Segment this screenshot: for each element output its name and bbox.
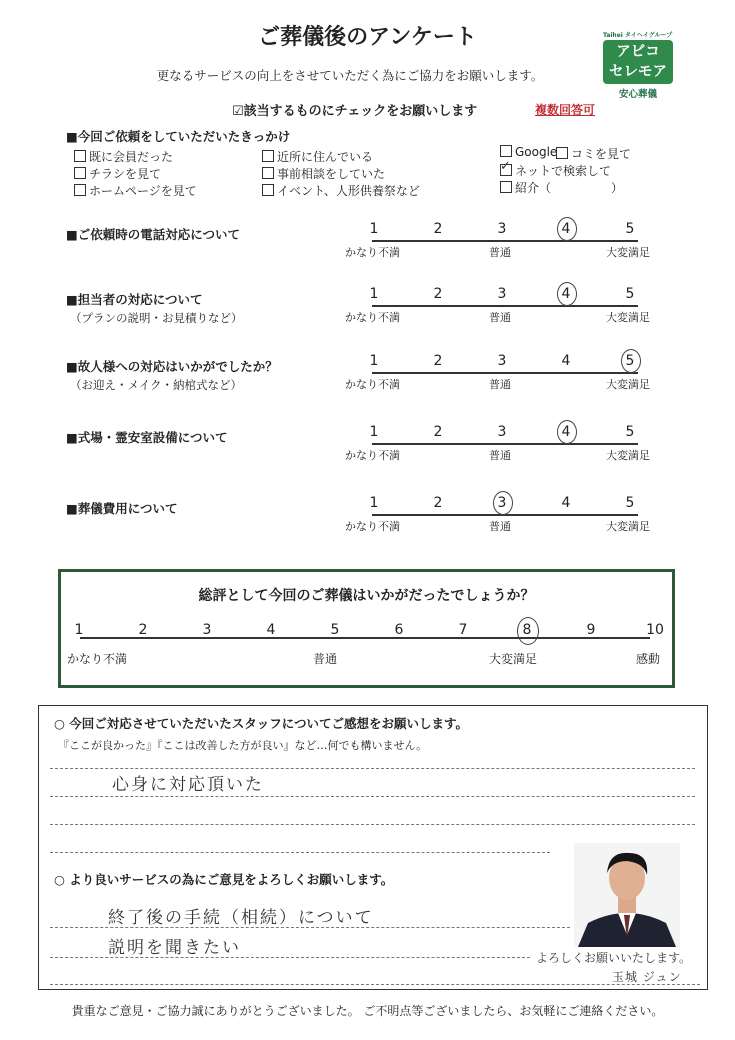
scale-label-low: かなり不満 — [345, 246, 400, 259]
scale-label-low: かなり不満 — [345, 378, 400, 391]
answer-line — [50, 824, 695, 825]
handwritten-answer-2-line-2[interactable]: 説明を聞きたい — [108, 938, 241, 958]
group-logo-text: Taihei タイヘイグループ — [603, 32, 673, 39]
overall-option-1[interactable]: 1 — [74, 622, 84, 638]
rating-question-heading: ■担当者の対応について — [66, 292, 203, 307]
selected-circle-icon — [621, 349, 641, 373]
checkbox-icon[interactable] — [500, 145, 512, 157]
checkbox-icon[interactable] — [74, 167, 86, 179]
selected-circle-icon — [557, 282, 577, 306]
staff-name: 玉城 ジュン — [612, 970, 682, 984]
overall-label-high: 大変満足 — [489, 652, 538, 666]
checkbox-icon[interactable] — [262, 150, 274, 162]
checkbox-icon[interactable] — [556, 147, 568, 159]
selected-circle-icon — [493, 491, 513, 515]
reason-heading: ■今回ご依頼をしていただいたきっかけ — [66, 129, 291, 144]
overall-option-10[interactable]: 10 — [646, 622, 664, 638]
scale-label-low: かなり不満 — [345, 311, 400, 324]
selected-circle-icon — [557, 217, 577, 241]
scale-label-mid: 普通 — [489, 246, 511, 259]
handwritten-answer-2-line-1[interactable]: 終了後の手続（相続）について — [108, 908, 374, 928]
scale-label-mid: 普通 — [489, 520, 511, 533]
scale-label-mid: 普通 — [489, 449, 511, 462]
scale-label-mid: 普通 — [489, 311, 511, 324]
scale-line — [372, 443, 638, 445]
scale-label-low: かなり不満 — [345, 520, 400, 533]
rating-option-3[interactable]: 3 — [497, 353, 507, 369]
overall-option-3[interactable]: 3 — [202, 622, 212, 638]
overall-option-2[interactable]: 2 — [138, 622, 148, 638]
scale-label-low: かなり不満 — [345, 449, 400, 462]
overall-label-top: 感動 — [636, 652, 661, 666]
logo-subtitle: 安心葬儀 — [618, 89, 657, 100]
rating-option-4[interactable]: 4 — [561, 424, 571, 440]
overall-option-7[interactable]: 7 — [458, 622, 468, 638]
rating-option-5[interactable]: 5 — [625, 286, 635, 302]
rating-question-sub: （プランの説明・お見積りなど） — [70, 311, 243, 325]
company-logo — [603, 40, 673, 84]
reason-option[interactable]: ホームページを見て — [74, 182, 197, 199]
answer-line — [50, 768, 695, 769]
scale-line — [372, 240, 638, 242]
reason-option[interactable]: 事前相談をしていた — [262, 165, 385, 182]
logo-line-1: アビコ — [616, 44, 660, 60]
checkbox-icon[interactable] — [262, 167, 274, 179]
rating-option-2[interactable]: 2 — [433, 424, 443, 440]
answer-line — [50, 984, 700, 985]
scale-label-mid: 普通 — [489, 378, 511, 391]
staff-photo — [574, 843, 680, 947]
answer-line — [50, 852, 550, 853]
checkbox-icon[interactable] — [74, 150, 86, 162]
scale-label-high: 大変満足 — [606, 449, 650, 462]
overall-scale-line — [80, 637, 650, 639]
scale-label-high: 大変満足 — [606, 246, 650, 259]
rating-option-4[interactable]: 4 — [561, 286, 571, 302]
instruction: ☑該当するものにチェックをお願いします — [232, 104, 478, 119]
scale-line — [372, 372, 638, 374]
selected-circle-icon — [557, 420, 577, 444]
person-icon — [574, 843, 680, 947]
reason-option[interactable]: Google — [500, 145, 557, 159]
rating-question-sub: （お迎え・メイク・納棺式など） — [70, 378, 243, 392]
rating-option-2[interactable]: 2 — [433, 221, 443, 237]
rating-option-4[interactable]: 4 — [561, 221, 571, 237]
reason-option[interactable]: チラシを見て — [74, 165, 161, 182]
reason-option[interactable]: ✓ネットで検索して — [500, 162, 611, 179]
rating-option-3[interactable]: 3 — [497, 286, 507, 302]
reason-option[interactable]: 既に会員だった — [74, 148, 173, 165]
rating-option-1[interactable]: 1 — [369, 424, 379, 440]
logo-line-2: セレモア — [609, 64, 667, 80]
rating-option-3[interactable]: 3 — [497, 221, 507, 237]
rating-option-5[interactable]: 5 — [625, 353, 635, 369]
staff-note: よろしくお願いいたします。 — [536, 951, 692, 965]
rating-option-3[interactable]: 3 — [497, 424, 507, 440]
overall-option-5[interactable]: 5 — [330, 622, 340, 638]
rating-option-5[interactable]: 5 — [625, 221, 635, 237]
rating-option-2[interactable]: 2 — [433, 353, 443, 369]
scale-label-high: 大変満足 — [606, 311, 650, 324]
rating-option-4[interactable]: 4 — [561, 495, 571, 511]
reason-option[interactable]: 紹介（ ） — [500, 179, 623, 196]
footer-text: 貴重なご意見・ご協力誠にありがとうございました。 ご不明点等ございましたら、お気軽にご連絡ください。 — [71, 1004, 664, 1018]
rating-option-3[interactable]: 3 — [497, 495, 507, 511]
rating-question-heading: ■式場・霊安室設備について — [66, 430, 228, 445]
overall-option-9[interactable]: 9 — [586, 622, 596, 638]
multi-answer-note: 複数回答可 — [535, 103, 596, 117]
answer-line — [50, 796, 695, 797]
overall-option-6[interactable]: 6 — [394, 622, 404, 638]
rating-question-heading: ■故人様への対応はいかがでしたか？ — [66, 359, 278, 374]
rating-option-2[interactable]: 2 — [433, 286, 443, 302]
checkbox-icon[interactable] — [500, 181, 512, 193]
scale-label-high: 大変満足 — [606, 378, 650, 391]
overall-option-4[interactable]: 4 — [266, 622, 276, 638]
checkbox-icon[interactable] — [74, 184, 86, 196]
rating-option-5[interactable]: 5 — [625, 424, 635, 440]
rating-question-heading: ■葬儀費用について — [66, 501, 178, 516]
overall-question: 総評として今回のご葬儀はいかがだったでしょうか？ — [198, 588, 535, 604]
feedback-q1: ○ 今回ご対応させていただいたスタッフについてご感想をお願いします。 — [54, 716, 469, 731]
reason-option[interactable]: コミを見て — [556, 145, 631, 162]
checkbox-icon[interactable] — [262, 184, 274, 196]
scale-label-high: 大変満足 — [606, 520, 650, 533]
feedback-q1-hint: 『ここが良かった』『ここは改善した方が良い』など…何でも構いません。 — [58, 739, 428, 752]
reason-option[interactable]: 近所に住んでいる — [262, 148, 373, 165]
feedback-q2: ○ より良いサービスの為にご意見をよろしくお願いします。 — [54, 872, 394, 887]
rating-question-heading: ■ご依頼時の電話対応について — [66, 227, 241, 242]
overall-option-8[interactable]: 8 — [522, 622, 532, 638]
rating-option-2[interactable]: 2 — [433, 495, 443, 511]
page-title: ご葬儀後のアンケート — [258, 25, 477, 50]
rating-option-4[interactable]: 4 — [561, 353, 571, 369]
rating-option-1[interactable]: 1 — [369, 353, 379, 369]
overall-label-low: かなり不満 — [67, 652, 128, 666]
rating-option-1[interactable]: 1 — [369, 221, 379, 237]
handwritten-answer-1[interactable]: 心身に対応頂いた — [112, 775, 264, 795]
rating-option-1[interactable]: 1 — [369, 495, 379, 511]
reason-option[interactable]: イベント、人形供養祭など — [262, 182, 420, 199]
rating-option-5[interactable]: 5 — [625, 495, 635, 511]
overall-label-mid: 普通 — [313, 652, 338, 666]
checkbox-checked-icon[interactable] — [500, 164, 512, 176]
subtitle: 更なるサービスの向上をさせていただく為にご協力をお願いします。 — [156, 68, 544, 83]
rating-option-1[interactable]: 1 — [369, 286, 379, 302]
scale-line — [372, 305, 638, 307]
selected-circle-icon — [517, 617, 539, 645]
